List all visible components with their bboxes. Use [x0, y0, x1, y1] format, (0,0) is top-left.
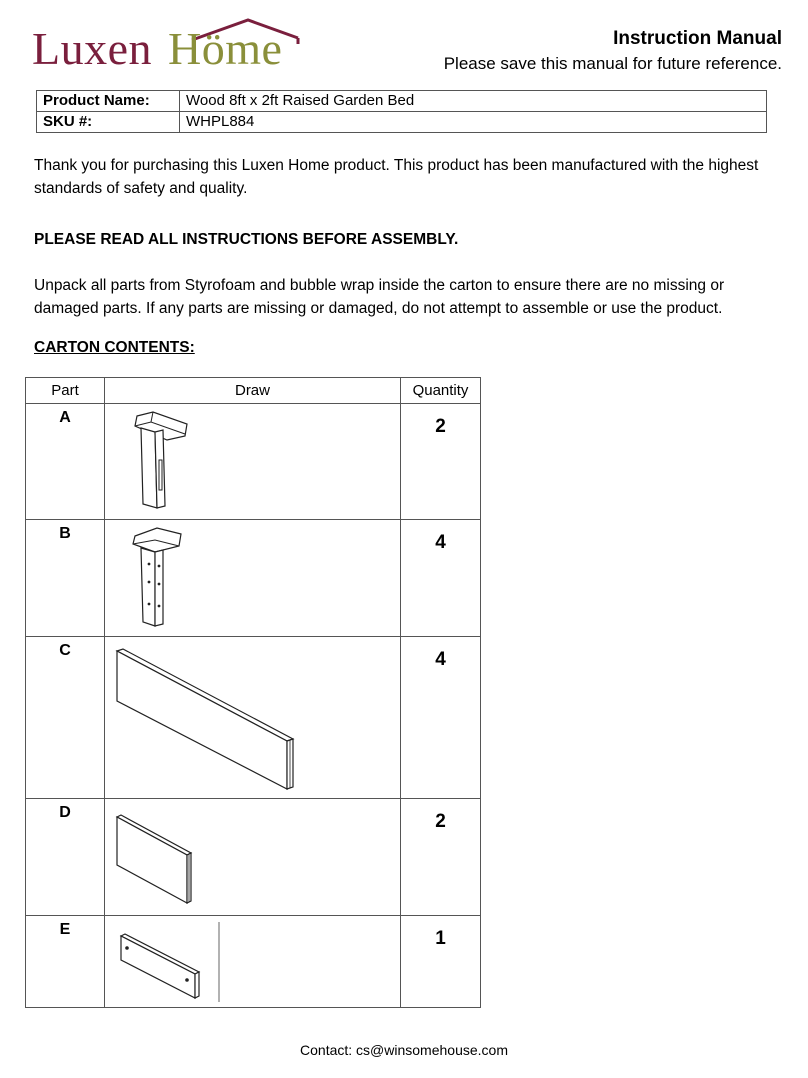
middle-post-icon — [105, 520, 400, 635]
product-info-table — [36, 90, 767, 133]
contact-email: Contact: cs@winsomehouse.com — [300, 1042, 508, 1058]
part-label: C — [59, 642, 71, 659]
table-row — [37, 91, 767, 112]
read-instructions-warning: PLEASE READ ALL INSTRUCTIONS BEFORE ASSEMBLY. — [34, 231, 459, 248]
page-subtitle: Please save this manual for future reference. — [443, 54, 782, 73]
carton-contents-table — [25, 377, 481, 1008]
brace-icon — [105, 916, 400, 1006]
quantity-value: 2 — [435, 416, 446, 437]
part-label: E — [59, 921, 71, 938]
part-label: B — [59, 525, 71, 542]
part-label: A — [59, 409, 71, 426]
quantity-value: 1 — [435, 928, 446, 949]
header-part: Part — [26, 378, 105, 404]
short-board-icon — [105, 799, 400, 914]
brand-name-home: Höme — [168, 23, 283, 74]
table-row — [26, 637, 481, 799]
sku-label: SKU #: — [37, 112, 180, 133]
unpack-instructions: Unpack all parts from Styrofoam and bubble wrap inside the carton to ensure there are no missing or damaged parts. If any parts are missing or damaged, do not attempt to assemble or use the product. — [34, 277, 725, 317]
page-title: Instruction Manual — [613, 28, 782, 49]
sku-value: WHPL884 — [180, 112, 767, 133]
part-label: D — [59, 804, 71, 821]
table-header-row — [26, 378, 481, 404]
table-row — [26, 799, 481, 916]
product-name-label: Product Name: — [37, 91, 180, 112]
carton-contents-heading: CARTON CONTENTS: — [34, 339, 195, 356]
quantity-value: 4 — [435, 532, 446, 553]
table-row — [26, 404, 481, 520]
product-name-value: Wood 8ft x 2ft Raised Garden Bed — [180, 91, 767, 112]
corner-post-icon — [105, 404, 400, 518]
header-quantity: Quantity — [401, 378, 481, 404]
quantity-value: 2 — [435, 811, 446, 832]
header-draw: Draw — [105, 378, 401, 404]
long-board-icon — [105, 637, 400, 797]
thank-you-text: Thank you for purchasing this Luxen Home product. This product has been manufactured with the highest standards of safety and quality. — [34, 157, 759, 197]
table-row — [37, 112, 767, 133]
brand-logo — [32, 14, 304, 74]
table-row — [26, 916, 481, 1008]
table-row — [26, 520, 481, 637]
quantity-value: 4 — [435, 649, 446, 670]
brand-name-luxen: Luxen — [32, 23, 153, 74]
